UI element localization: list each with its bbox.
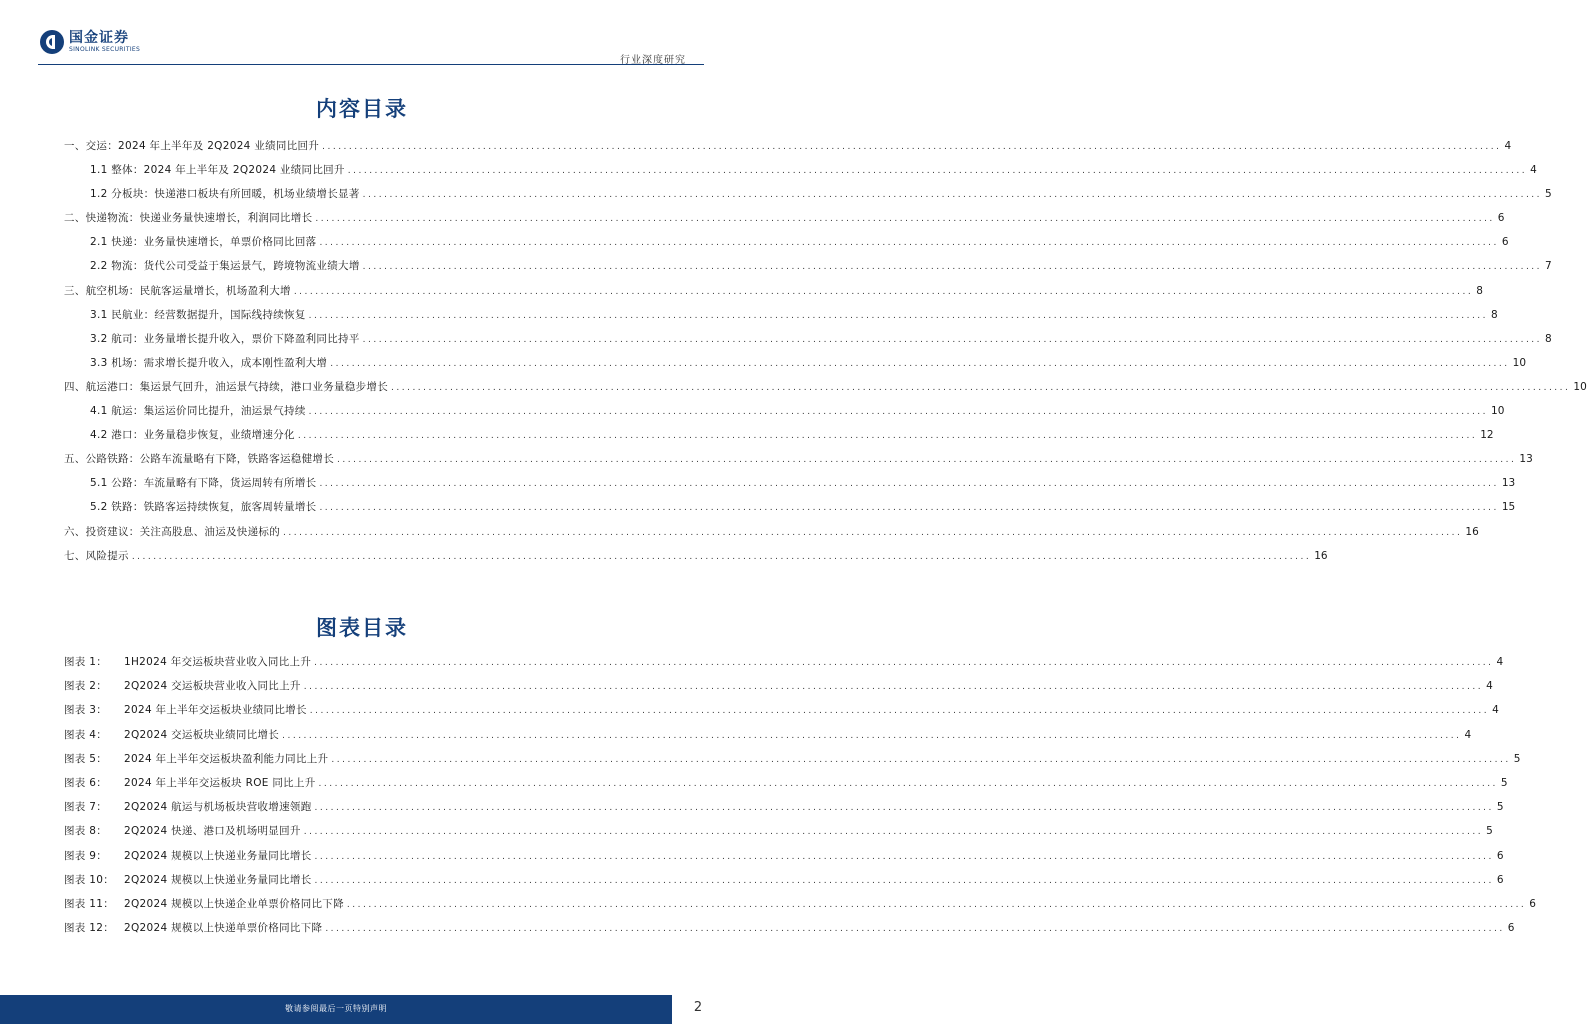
toc-entry-title: 4.1 航运：集运运价同比提升，油运景气持续 (90, 405, 306, 418)
toc-entry-title: 3.3 机场：需求增长提升收入，成本刚性盈利大增 (90, 356, 328, 369)
figure-entry-page: 5 (1496, 801, 1504, 814)
figure-entry-page: 6 (1496, 873, 1504, 886)
figure-entry-label: 图表 2： (64, 680, 108, 693)
figure-entry[interactable] (64, 848, 1504, 872)
figure-entry-page: 5 (1486, 825, 1493, 838)
dot-leader: ............................................................................................................................................................................................................................ (318, 778, 1498, 789)
figure-entry-page: 6 (1496, 849, 1504, 862)
figure-entry[interactable] (64, 727, 1472, 751)
figure-entry-title: 2Q2024 交运板块业绩同比增长 (124, 728, 280, 741)
dot-leader: ............................................................................................................................................................................................................................ (337, 455, 1517, 466)
toc-entry-title: 5.2 铁路：铁路客运持续恢复，旅客周转量增长 (90, 501, 317, 514)
toc-entry-page: 15 (1501, 501, 1516, 514)
figure-entry[interactable] (64, 678, 1493, 702)
figure-entry-title: 2024 年上半年交运板块 ROE 同比上升 (124, 776, 316, 789)
dot-leader: ............................................................................................................................................................................................................................ (282, 730, 1462, 741)
toc-entry-page: 10 (1491, 405, 1505, 418)
dot-leader: ............................................................................................................................................................................................................................ (309, 706, 1490, 717)
toc-title: 内容目录 (316, 96, 408, 121)
toc-entry-page: 6 (1501, 236, 1509, 249)
toc-entry-page: 5 (1545, 188, 1552, 201)
figure-entry-title: 2024 年上半年交运板块业绩同比增长 (124, 704, 307, 717)
toc-entry-title: 3.2 航司：业务量增长提升收入，票价下降盈利同比持平 (90, 332, 360, 345)
figure-entry[interactable] (64, 654, 1504, 678)
dot-leader: ............................................................................................................................................................................................................................ (308, 407, 1489, 418)
toc-entry[interactable] (64, 283, 1483, 307)
toc-list (64, 138, 1587, 572)
logo-text (69, 31, 140, 54)
toc-entry-title: 五、公路铁路：公路车流量略有下降，铁路客运稳健增长 (64, 453, 334, 466)
dot-leader: ............................................................................................................................................................................................................................ (330, 358, 1510, 369)
toc-entry-title: 四、航运港口：集运景气回升，油运景气持续，港口业务量稳步增长 (64, 380, 388, 393)
page-footer (0, 995, 724, 1024)
figure-entry[interactable] (64, 872, 1504, 896)
toc-entry[interactable] (64, 307, 1498, 331)
figure-entry-title: 2Q2024 规模以上快递企业单票价格同比下降 (124, 897, 344, 910)
dot-leader: ............................................................................................................................................................................................................................ (131, 551, 1312, 562)
toc-entry-page: 4 (1530, 164, 1537, 177)
figure-entry[interactable] (64, 920, 1515, 944)
figure-entry-title: 2Q2024 航运与机场板块营收增速领跑 (124, 801, 312, 814)
toc-entry-title: 2.2 物流：货代公司受益于集运景气，跨境物流业绩大增 (90, 260, 360, 273)
toc-entry-page: 10 (1512, 356, 1527, 369)
toc-entry-title: 3.1 民航业：经营数据提升，国际线持续恢复 (90, 308, 306, 321)
page-header (0, 0, 724, 68)
figure-entry-label: 图表 1： (64, 656, 108, 668)
toc-entry[interactable] (64, 427, 1494, 451)
dot-leader: ............................................................................................................................................................................................................................ (314, 803, 1494, 814)
figure-entry-title: 2Q2024 快递、港口及机场明显回升 (124, 825, 301, 838)
figure-entry-label: 图表 4： (64, 728, 108, 741)
company-logo (40, 30, 140, 54)
toc-entry-page: 12 (1480, 429, 1494, 442)
figure-entry-title: 1H2024 年交运板块营业收入同比上升 (124, 656, 312, 668)
dot-leader: ............................................................................................................................................................................................................................ (303, 827, 1484, 838)
toc-entry-page: 13 (1519, 453, 1533, 466)
figure-entry-label: 图表 3： (64, 704, 108, 717)
dot-leader: ............................................................................................................................................................................................................................ (362, 334, 1543, 345)
report-type: 行业深度研究 (620, 55, 686, 66)
toc-entry-title: 七、风险提示 (64, 549, 129, 562)
dot-leader: ............................................................................................................................................................................................................................ (319, 238, 1499, 249)
toc-entry-page: 10 (1573, 380, 1587, 393)
toc-entry[interactable] (64, 331, 1552, 355)
dot-leader: ............................................................................................................................................................................................................................ (347, 166, 1528, 177)
toc-entry-title: 二、快递物流：快递业务量快速增长，利润同比增长 (64, 212, 313, 225)
dot-leader: ............................................................................................................................................................................................................................ (319, 503, 1499, 514)
dot-leader: ............................................................................................................................................................................................................................ (314, 851, 1494, 862)
toc-entry[interactable] (64, 210, 1505, 234)
dot-leader: ............................................................................................................................................................................................................................ (325, 924, 1505, 935)
toc-entry[interactable] (64, 234, 1509, 258)
toc-entry-page: 8 (1476, 284, 1483, 297)
figure-entry[interactable] (64, 896, 1536, 920)
figure-entry-label: 图表 8： (64, 825, 108, 838)
dot-leader: ............................................................................................................................................................................................................................ (346, 899, 1527, 910)
toc-entry-title: 六、投资建议：关注高股息、油运及快递标的 (64, 525, 280, 538)
toc-entry-title: 1.1 整体：2024 年上半年及 2Q2024 业绩同比回升 (90, 164, 345, 177)
toc-entry-title: 1.2 分板块：快递港口板块有所回暖，机场业绩增长显著 (90, 188, 360, 201)
toc-entry-title: 2.1 快递：业务量快速增长，单票价格同比回落 (90, 236, 317, 249)
dot-leader: ............................................................................................................................................................................................................................ (322, 142, 1502, 152)
figures-title: 图表目录 (316, 615, 408, 640)
figure-entry-label: 图表 7： (64, 801, 108, 814)
figure-entry[interactable] (64, 799, 1504, 823)
dot-leader: ............................................................................................................................................................................................................................ (308, 310, 1489, 321)
figure-entry[interactable] (64, 823, 1493, 847)
figure-entry-page: 6 (1529, 897, 1536, 910)
toc-entry-page: 16 (1314, 549, 1328, 562)
toc-entry-page: 6 (1497, 212, 1505, 225)
logo-name-en: SINOLINK SECURITIES (69, 45, 141, 53)
toc-entry[interactable] (64, 499, 1516, 523)
footer-disclaimer: 敬请参阅最后一页特别声明 (285, 1004, 387, 1013)
header-divider (38, 64, 704, 65)
dot-leader: ............................................................................................................................................................................................................................ (314, 875, 1494, 886)
dot-leader: ............................................................................................................................................................................................................................ (293, 286, 1474, 297)
figure-entry-title: 2Q2024 规模以上快递业务量同比增长 (124, 849, 312, 862)
toc-entry-page: 7 (1545, 260, 1552, 273)
toc-entry[interactable] (64, 451, 1533, 475)
dot-leader: ............................................................................................................................................................................................................................ (314, 658, 1494, 668)
toc-entry-title: 三、航空机场：民航客运量增长，机场盈利大增 (64, 284, 291, 297)
toc-entry[interactable] (64, 475, 1516, 499)
toc-entry-title: 一、交运：2024 年上半年及 2Q2024 业绩同比回升 (64, 140, 320, 152)
toc-entry[interactable] (64, 186, 1552, 210)
figure-entry-page: 4 (1492, 704, 1499, 717)
toc-entry[interactable] (64, 524, 1479, 548)
logo-icon (40, 30, 64, 54)
dot-leader: ............................................................................................................................................................................................................................ (283, 527, 1463, 538)
figure-entry[interactable] (64, 775, 1508, 799)
dot-leader: ............................................................................................................................................................................................................................ (319, 479, 1499, 490)
dot-leader: ............................................................................................................................................................................................................................ (362, 262, 1543, 273)
figure-entry[interactable] (64, 702, 1499, 726)
toc-entry-page: 4 (1504, 140, 1512, 152)
figure-entry-label: 图表 11： (64, 897, 114, 910)
toc-entry-page: 8 (1545, 332, 1552, 345)
figure-entry-page: 4 (1496, 656, 1504, 668)
toc-entry[interactable] (64, 355, 1527, 379)
logo-name-cn: 国金证券 (69, 29, 129, 46)
page-number: 2 (693, 1000, 703, 1015)
figure-entry-page: 4 (1464, 728, 1472, 741)
toc-entry-title: 5.1 公路：车流量略有下降，货运周转有所增长 (90, 477, 317, 490)
figure-entry-page: 6 (1507, 922, 1515, 935)
figures-list (64, 654, 1536, 944)
figure-entry-page: 4 (1486, 680, 1493, 693)
figure-entry-title: 2024 年上半年交运板块盈利能力同比上升 (124, 752, 329, 765)
figure-entry-label: 图表 9： (64, 849, 108, 862)
figure-entry-title: 2Q2024 规模以上快递单票价格同比下降 (124, 922, 323, 935)
figure-entry-title: 2Q2024 规模以上快递业务量同比增长 (124, 873, 312, 886)
toc-entry-page: 16 (1465, 525, 1479, 538)
figure-entry-page: 5 (1513, 752, 1521, 765)
dot-leader: ............................................................................................................................................................................................................................ (303, 682, 1484, 693)
figure-entry-label: 图表 6： (64, 776, 108, 789)
figure-entry-page: 5 (1500, 776, 1508, 789)
toc-entry-page: 8 (1491, 308, 1498, 321)
dot-leader: ............................................................................................................................................................................................................................ (362, 190, 1543, 201)
figure-entry-label: 图表 12： (64, 922, 114, 935)
toc-entry[interactable] (64, 548, 1328, 572)
toc-entry[interactable] (64, 162, 1537, 186)
figure-entry-label: 图表 5： (64, 752, 108, 765)
toc-entry[interactable] (64, 138, 1512, 162)
toc-entry-title: 4.2 港口：业务量稳步恢复，业绩增速分化 (90, 429, 295, 442)
figure-entry[interactable] (64, 751, 1521, 775)
toc-entry-page: 13 (1501, 477, 1516, 490)
dot-leader: ............................................................................................................................................................................................................................ (297, 431, 1478, 442)
figure-entry-label: 图表 10： (64, 873, 114, 886)
toc-entry[interactable] (64, 403, 1505, 427)
dot-leader: ............................................................................................................................................................................................................................ (315, 214, 1495, 225)
toc-entry[interactable] (64, 258, 1552, 282)
toc-entry[interactable] (64, 379, 1587, 403)
figure-entry-title: 2Q2024 交运板块营业收入同比上升 (124, 680, 301, 693)
dot-leader: ............................................................................................................................................................................................................................ (331, 754, 1511, 765)
dot-leader: ............................................................................................................................................................................................................................ (391, 382, 1571, 393)
